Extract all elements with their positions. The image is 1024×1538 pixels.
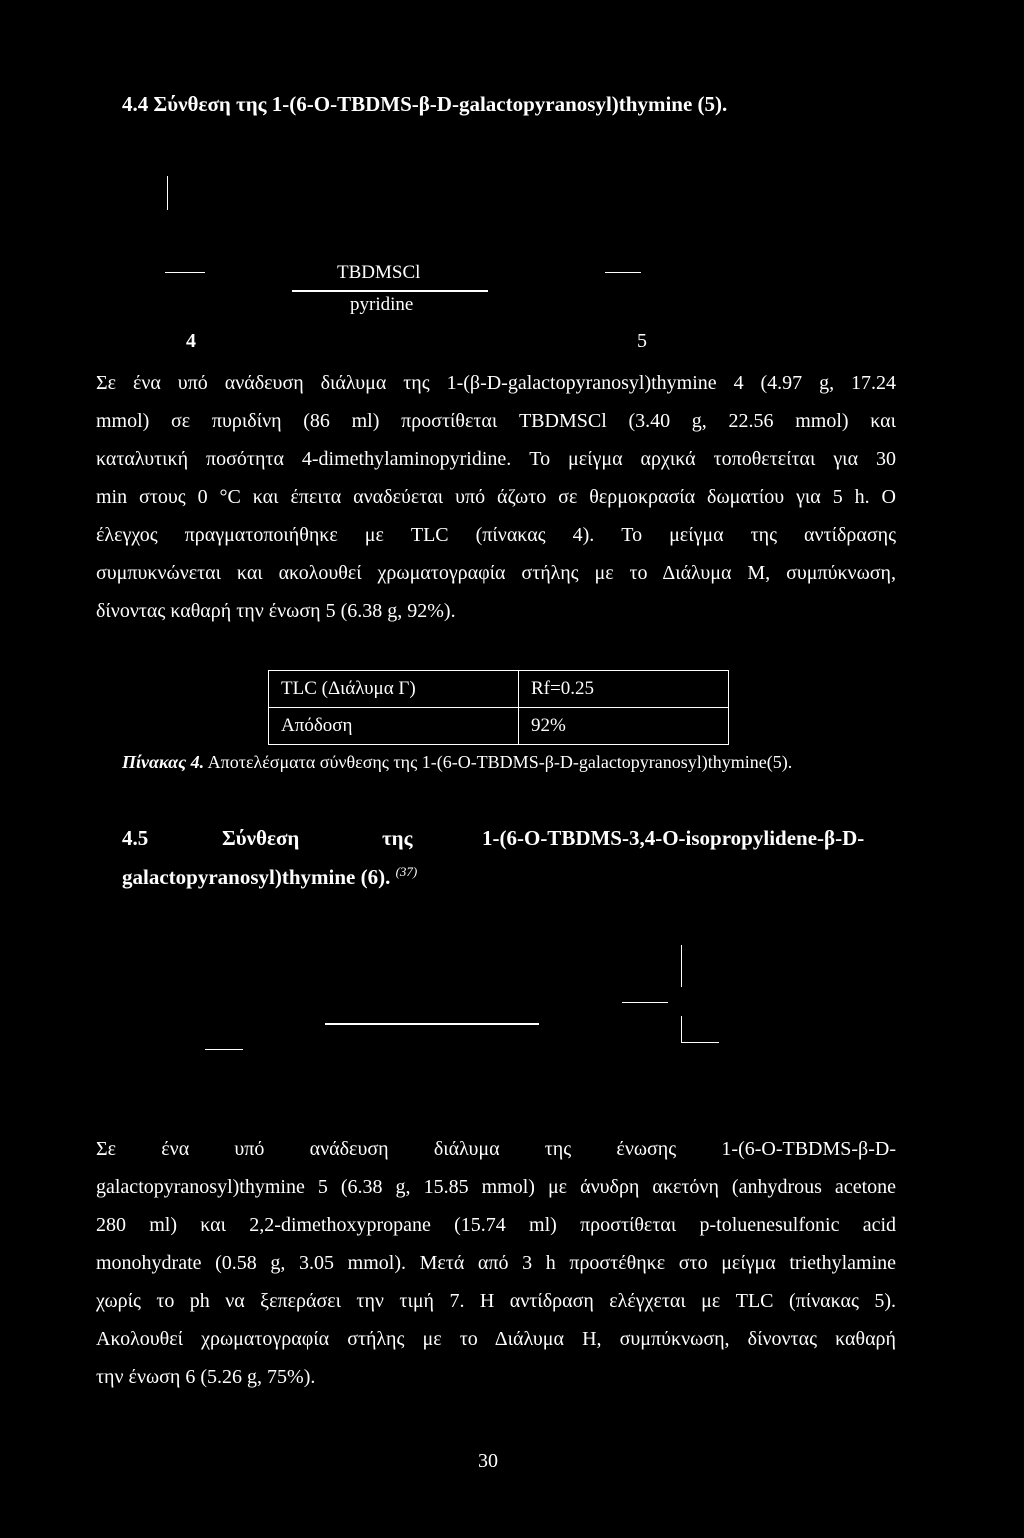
section-heading-line2 (122, 864, 417, 890)
reaction-arrow (325, 1023, 539, 1025)
structure-bond-line (205, 1049, 243, 1050)
reaction-arrow (292, 290, 488, 292)
page-number: 30 (478, 1450, 498, 1472)
paragraph-line: Ακολουθεί χρωματογραφία στήλης με το Διάλυμα Η, συμπύκνωση, δίνοντας καθαρή (96, 1328, 896, 1350)
paragraph-line: Σε ένα υπό ανάδευση διάλυμα της ένωσης 1-(6-O-TBDMS-β-D- (96, 1138, 896, 1160)
paragraph-line: Σε ένα υπό ανάδευση διάλυμα της 1-(β-D-galactopyranosyl)thymine 4 (4.97 g, 17.24 (96, 372, 896, 394)
reference-marker: (37) (395, 864, 418, 879)
paragraph-line: δίνοντας καθαρή την ένωση 5 (6.38 g, 92%). (96, 600, 456, 622)
paragraph-line: 280 ml) και 2,2-dimethoxypropane (15.74 ml) προστίθεται p-toluenesulfonic acid (96, 1214, 896, 1236)
table-row (269, 708, 729, 745)
paragraph-line: την ένωση 6 (5.26 g, 75%). (96, 1366, 316, 1388)
table-row (269, 671, 729, 708)
paragraph-line: συμπυκνώνεται και ακολουθεί χρωματογραφία στήλης με το Διάλυμα M, συμπύκνωση, (96, 562, 896, 584)
section-heading-4-4: 4.4 Σύνθεση της 1-(6-O-TBDMS-β-D-galactopyranosyl)thymine (5). (122, 92, 728, 116)
section-heading-word: Σύνθεση (222, 826, 300, 850)
table-caption (122, 752, 792, 773)
section-heading-word: της (382, 826, 413, 850)
paragraph-line: καταλυτική ποσότητα 4-dimethylaminopyridine. Το μείγμα αρχικά τοποθετείται για 30 (96, 448, 896, 470)
paragraph-line: έλεγχος πραγματοποιήθηκε με TLC (πίνακας 4). Το μείγμα της αντίδρασης (96, 524, 896, 546)
structure-bond-line (681, 945, 682, 987)
table-cell-label: TLC (Διάλυμα Γ) (269, 671, 519, 708)
section-heading-compound: 1-(6-O-TBDMS-3,4-O-isopropylidene-β-D- (482, 826, 865, 850)
section-heading-compound-end: galactopyranosyl)thymine (6). (122, 865, 391, 889)
structure-bond-line (165, 272, 205, 273)
paragraph-line: mmol) σε πυριδίνη (86 ml) προστίθεται TBDMSCl (3.40 g, 22.56 mmol) και (96, 410, 896, 432)
paragraph-line: monohydrate (0.58 g, 3.05 mmol). Μετά από 3 h προστέθηκε στο μείγμα triethylamine (96, 1252, 896, 1274)
paragraph-line: χωρίς το ph να ξεπεράσει την τιμή 7. Η αντίδραση ελέγχεται με TLC (πίνακας 5). (96, 1290, 896, 1312)
results-table (268, 670, 729, 745)
reagent-bottom: pyridine (350, 294, 414, 315)
table-cell-value: Rf=0.25 (519, 671, 729, 708)
structure-bond-line (167, 176, 168, 210)
table-cell-label: Απόδοση (269, 708, 519, 745)
paragraph-line: galactopyranosyl)thymine 5 (6.38 g, 15.85 mmol) με άνυδρη ακετόνη (anhydrous acetone (96, 1176, 896, 1198)
caption-label: Πίνακας 4. (122, 752, 205, 772)
structure-bond-line (681, 1016, 682, 1042)
reagent-top: TBDMSCl (337, 262, 421, 283)
caption-text: Αποτελέσματα σύνθεσης της 1-(6-O-TBDMS-β-D-galactopyranosyl)thymine(5). (207, 752, 793, 772)
structure-bond-line (605, 272, 641, 273)
section-number-4-5: 4.5 (122, 826, 149, 850)
structure-bond-line (681, 1042, 719, 1043)
compound-number-right: 5 (637, 330, 647, 352)
structure-bond-line (622, 1002, 668, 1003)
paragraph-line: min στους 0 °C και έπειτα αναδεύεται υπό άζωτο σε θερμοκρασία δωματίου για 5 h. O (96, 486, 896, 508)
table-cell-value: 92% (519, 708, 729, 745)
compound-number-left: 4 (186, 330, 196, 352)
